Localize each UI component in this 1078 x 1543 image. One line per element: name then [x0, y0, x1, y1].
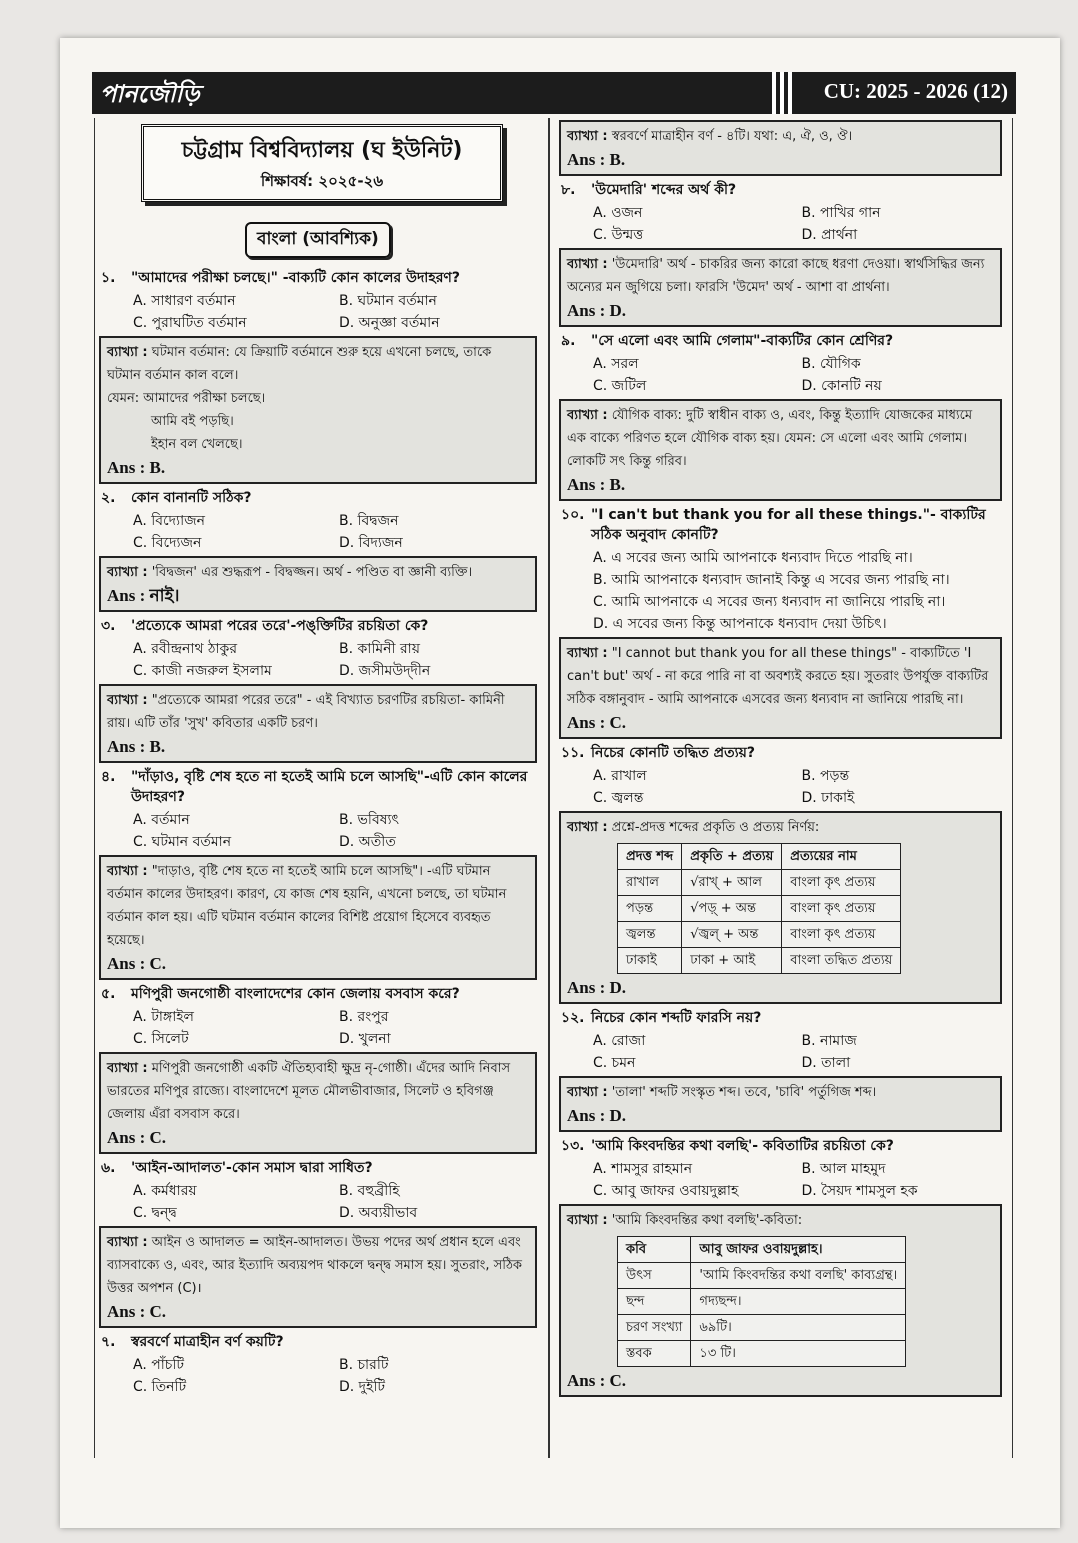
option: C. জটিল — [593, 378, 647, 394]
options — [593, 1030, 1010, 1074]
options — [133, 290, 545, 334]
explanation-label: ব্যাখ্যা : — [567, 820, 608, 835]
explanation-box — [559, 120, 1002, 176]
example: ইহান বল খেলছে। — [151, 437, 243, 452]
options — [593, 765, 1010, 809]
option: B. আল মাহমুদ — [801, 1161, 886, 1177]
question — [561, 1136, 1010, 1156]
option: D. অব্যয়ীভাব — [339, 1205, 418, 1221]
explanation-box — [559, 248, 1002, 327]
right-column — [555, 118, 1010, 1458]
options — [133, 809, 545, 853]
explanation-text: স্বরবর্ণে মাত্রাহীন বর্ণ - ৪টি। যথা: এ, ঐ, ও, ঔ। — [611, 129, 853, 144]
option: C. তিনটি — [133, 1379, 187, 1395]
question-text: "দাঁড়াও, বৃষ্টি শেষ হতে না হতেই আমি চলে আসছি"-এটি কোন কালের উদাহরণ? — [131, 769, 528, 805]
answer: Ans : C. — [567, 713, 627, 732]
option: D. অতীত — [339, 834, 396, 850]
explanation-label: ব্যাখ্যা : — [567, 408, 608, 423]
table-cell: আবু জাফর ওবায়দুল্লাহ। — [691, 1237, 906, 1263]
answer: Ans : C. — [107, 954, 167, 973]
option: C. উন্মত্ত — [593, 227, 644, 243]
answer: Ans : B. — [567, 475, 626, 494]
table-cell: প্রত্যয়ের নাম — [782, 844, 901, 870]
explanation-label: ব্যাখ্যা : — [107, 693, 148, 708]
question — [561, 1008, 1010, 1028]
example: আমি বই পড়ছি। — [151, 414, 234, 429]
options — [593, 547, 1010, 635]
question-text: "I can't but thank you for all these things."- বাক্যটির সঠিক অনুবাদ কোনটি? — [591, 507, 986, 543]
option: A. এ সবের জন্য আমি আপনাকে ধন্যবাদ দিতে পারছি না। — [593, 550, 913, 566]
explanation-text: 'উমেদারি' অর্থ - চাকরির জন্য কারো কাছে ধরণা দেওয়া। স্বার্থসিদ্ধির জন্য অন্যের মন জুগিয়ে চলা। ফারসি 'উমেদ' অর্থ - আশা বা প্রার্থনা। — [567, 257, 985, 295]
explanation-label: ব্যাখ্যা : — [567, 257, 608, 272]
table-cell: প্রদত্ত শব্দ — [618, 844, 682, 870]
answer: Ans : B. — [107, 737, 166, 756]
options — [593, 353, 1010, 397]
explanation-label: ব্যাখ্যা : — [107, 345, 148, 360]
explanation-label: ব্যাখ্যা : — [107, 1061, 148, 1076]
question-text: মণিপুরী জনগোষ্ঠী বাংলাদেশের কোন জেলায় বসবাস করে? — [131, 986, 460, 1002]
option: C. ঘটমান বর্তমান — [133, 834, 232, 850]
question-number: ৬. — [101, 1160, 116, 1176]
option: C. চমন — [593, 1055, 636, 1071]
explanation-box — [99, 556, 537, 612]
explanation-box — [99, 855, 537, 980]
explanation-label: ব্যাখ্যা : — [107, 864, 148, 879]
question-number: ১৩. — [561, 1138, 585, 1154]
option: C. জ্বলন্ত — [593, 790, 644, 806]
question-text: নিচের কোনটি তদ্ধিত প্রত্যয়? — [591, 745, 756, 761]
table-row — [618, 922, 901, 948]
option: D. খুলনা — [339, 1031, 391, 1047]
question-text: 'উমেদারি' শব্দের অর্থ কী? — [591, 182, 737, 198]
option: A. সাধারণ বর্তমান — [133, 293, 236, 309]
explanation-text: 'বিদ্বজন' এর শুদ্ধরূপ - বিদ্বজ্জন। অর্থ - পণ্ডিত বা জ্ঞানী ব্যক্তি। — [151, 565, 473, 580]
question — [561, 180, 1010, 200]
answer: Ans : B. — [567, 150, 626, 169]
table-cell: কবি — [618, 1237, 691, 1263]
explanation-box — [559, 637, 1002, 739]
table-cell: জ্বলন্ত — [618, 922, 682, 948]
answer: Ans : D. — [567, 978, 627, 997]
table-cell: প্রকৃতি + প্রত্যয় — [682, 844, 782, 870]
answer: Ans : C. — [107, 1302, 167, 1321]
table-cell: উৎস — [618, 1263, 691, 1289]
subject-heading: বাংলা (আবশ্যিক) — [245, 222, 391, 258]
table-cell: চরণ সংখ্যা — [618, 1315, 691, 1341]
option: A. রোজা — [593, 1033, 646, 1049]
table-row — [618, 870, 901, 896]
table-row — [618, 1315, 906, 1341]
option: B. পড়ন্ত — [801, 768, 850, 784]
question-text: 'প্রত্যেকে আমরা পরের তরে'-পঙ্‌ক্তিটির রচয়িতা কে? — [131, 618, 429, 634]
pratyay-table — [617, 843, 901, 974]
page-header — [92, 72, 1016, 114]
explanation-label: ব্যাখ্যা : — [567, 1213, 608, 1228]
question-number: ১২. — [561, 1010, 585, 1026]
option: A. ওজন — [593, 205, 643, 221]
option: B. ভবিষ্যৎ — [339, 812, 399, 828]
option: B. কামিনী রায় — [339, 641, 420, 657]
option: B. নামাজ — [801, 1033, 857, 1049]
option: C. বিদ্যেজন — [133, 535, 202, 551]
answer: Ans : B. — [107, 458, 166, 477]
option: D. ঢাকাই — [801, 790, 855, 806]
explanation-text: "দাড়াও, বৃষ্টি শেষ হতে না হতেই আমি চলে আসছি"। -এটি ঘটমান বর্তমান কালের উদাহরণ। কারণ, যে কাজ শেষ হয়নি, এখনো চলছে, তা ঘটমান বর্তমান কাল হয়। এটি ঘটমান বর্তমান কালের বিশিষ্ট প্রয়োগ হিসেবে ব্যবহৃত হয়েছে। — [107, 864, 507, 948]
options — [133, 1180, 545, 1224]
option: B. বিদ্বজন — [339, 513, 399, 529]
question-text: 'আমি কিংবদন্তির কথা বলছি'- কবিতাটির রচয়িতা কে? — [591, 1138, 894, 1154]
answer: Ans : D. — [567, 301, 627, 320]
option: A. বর্তমান — [133, 812, 190, 828]
option: D. সৈয়দ শামসুল হক — [801, 1183, 918, 1199]
explanation-box — [559, 1204, 1002, 1397]
option: D. কোনটি নয় — [801, 378, 882, 394]
explanation-label: ব্যাখ্যা : — [107, 1235, 148, 1250]
explanation-box — [559, 399, 1002, 501]
option: C. আবু জাফর ওবায়দুল্লাহ — [593, 1183, 739, 1199]
options — [133, 638, 545, 682]
table-cell: ৬৯টি। — [691, 1315, 906, 1341]
explanation-text: ঘটমান বর্তমান: যে ক্রিয়াটি বর্তমানে শুরু হয়ে এখনো চলছে, তাকে ঘটমান বর্তমান কাল বলে। — [107, 345, 492, 383]
options — [593, 1158, 1010, 1202]
table-cell: পড়ন্ত — [618, 896, 682, 922]
options — [133, 1354, 545, 1398]
question-number: ৪. — [101, 769, 116, 785]
poem-info-table — [617, 1236, 906, 1367]
table-cell: বাংলা কৃৎ প্রত্যয় — [782, 870, 901, 896]
option: A. রবীন্দ্রনাথ ঠাকুর — [133, 641, 238, 657]
explanation-label: ব্যাখ্যা : — [107, 565, 148, 580]
table-cell: বাংলা কৃৎ প্রত্যয় — [782, 896, 901, 922]
answer: Ans : D. — [567, 1106, 627, 1125]
option: D. অনুজ্ঞা বর্তমান — [339, 315, 440, 331]
option: B. চারটি — [339, 1357, 389, 1373]
table-row — [618, 1341, 906, 1367]
question-text: কোন বানানটি সঠিক? — [131, 490, 252, 506]
option: B. আমি আপনাকে ধন্যবাদ জানাই কিন্তু এ সবের জন্য পারছি না। — [593, 572, 950, 588]
question-number: ৯. — [561, 333, 576, 349]
option: C. দ্বন্দ্ব — [133, 1205, 177, 1221]
table-cell: স্তবক — [618, 1341, 691, 1367]
left-column — [95, 118, 545, 1458]
question — [561, 743, 1010, 763]
table-cell: ঢাকা + আই — [682, 948, 782, 974]
option: B. পাখির গান — [801, 205, 881, 221]
explanation-text: প্রশ্নে-প্রদত্ত শব্দের প্রকৃতি ও প্রত্যয় নির্ণয়: — [611, 820, 820, 835]
table-row — [618, 1237, 906, 1263]
answer: Ans : C. — [107, 1128, 167, 1147]
explanation-label: ব্যাখ্যা : — [567, 646, 608, 661]
question-number: ৮. — [561, 182, 576, 198]
explanation-text: "I cannot but thank you for all these things" - বাক্যটিতে 'I can't but' অর্থ - না করে পারি না বা অবশ্যই করতে হয়। সুতরাং উপর্যুক্ত বাক্যটির সঠিক বঙ্গানুবাদ - আমি আপনাকে এসবের জন্য ধন্যবাদ না জানিয়ে পারছি না। — [567, 646, 989, 707]
options — [133, 510, 545, 554]
option: A. রাখাল — [593, 768, 647, 784]
question — [101, 1158, 545, 1178]
question — [561, 331, 1010, 351]
question-number: ১. — [101, 270, 116, 286]
table-row — [618, 1289, 906, 1315]
question-number: ১০. — [561, 507, 585, 523]
option: C. কাজী নজরুল ইসলাম — [133, 663, 272, 679]
explanation-text: 'আমি কিংবদন্তির কথা বলছি'-কবিতা: — [611, 1213, 803, 1228]
option: D. দুইটি — [339, 1379, 385, 1395]
explanation-label: ব্যাখ্যা : — [567, 1085, 608, 1100]
exam-code: CU: 2025 - 2026 (12) — [823, 79, 1008, 103]
option: B. রংপুর — [339, 1009, 389, 1025]
explanation-box — [559, 811, 1002, 1004]
options — [133, 1006, 545, 1050]
brand-logo: পানজৌড়ি — [100, 79, 200, 108]
question — [101, 616, 545, 636]
explanation-box — [99, 684, 537, 763]
table-cell: রাখাল — [618, 870, 682, 896]
explanation-text: মণিপুরী জনগোষ্ঠী একটি ঐতিহ্যবাহী ক্ষুদ্র নৃ-গোষ্ঠী। এঁদের আদি নিবাস ভারতের মণিপুর রাজ্যে। বাংলাদেশে মূলত মৌলভীবাজার, সিলেট ও হবিগঞ্জ জেলায় এঁরা বসবাস করে। — [107, 1061, 511, 1122]
table-cell: ১৩ টি। — [691, 1341, 906, 1367]
table-cell: √পড়্ + অন্ত — [682, 896, 782, 922]
option: B. যৌগিক — [801, 356, 861, 372]
question-text: 'আইন-আদালত'-কোন সমাস দ্বারা সাধিত? — [131, 1160, 373, 1176]
title-box — [141, 124, 503, 202]
option: D. প্রার্থনা — [801, 227, 858, 243]
options — [593, 202, 1010, 246]
option: A. শামসুর রাহমান — [593, 1161, 693, 1177]
question — [101, 767, 545, 807]
table-cell: বাংলা তদ্ধিত প্রত্যয় — [782, 948, 901, 974]
option: C. সিলেট — [133, 1031, 189, 1047]
explanation-box — [99, 1052, 537, 1154]
example-intro: যেমন: আমাদের পরীক্ষা চলছে। — [107, 391, 266, 406]
question-number: ১১. — [561, 745, 585, 761]
table-cell: √রাখ্ + আল — [682, 870, 782, 896]
option: A. সরল — [593, 356, 639, 372]
option: A. কর্মধারয় — [133, 1183, 197, 1199]
option: D. তালা — [801, 1055, 851, 1071]
table-cell: গদ্যছন্দ। — [691, 1289, 906, 1315]
question-text: "সে এলো এবং আমি গেলাম"-বাক্যটির কোন শ্রেণির? — [591, 333, 894, 349]
table-row — [618, 948, 901, 974]
table-cell: বাংলা কৃৎ প্রত্যয় — [782, 922, 901, 948]
table-cell: ছন্দ — [618, 1289, 691, 1315]
explanation-text: "প্রত্যেকে আমরা পরের তরে" - এই বিখ্যাত চরণটির রচয়িতা- কামিনী রায়। এটি তাঁর 'সুখ' কবিতার একটি চরণ। — [107, 693, 505, 731]
session-label: শিক্ষাবর্ষ: ২০২৫-২৬ — [260, 172, 384, 190]
option: A. বিদ্যোজন — [133, 513, 206, 529]
question-number: ৭. — [101, 1334, 116, 1350]
explanation-text: 'তালা' শব্দটি সংস্কৃত শব্দ। তবে, 'চাবি' পর্তুগিজ শব্দ। — [611, 1085, 877, 1100]
column-divider — [548, 118, 550, 1458]
option: B. বহুব্রীহি — [339, 1183, 400, 1199]
question-number: ৫. — [101, 986, 116, 1002]
question-number: ২. — [101, 490, 116, 506]
question-text: "আমাদের পরীক্ষা চলছে।" -বাক্যটি কোন কালের উদাহরণ? — [131, 270, 461, 286]
question-text: নিচের কোন শব্দটি ফারসি নয়? — [591, 1010, 762, 1026]
option: D. এ সবের জন্য কিন্তু আপনাকে ধন্যবাদ দেয়া উচিৎ। — [593, 616, 887, 632]
explanation-label: ব্যাখ্যা : — [567, 129, 608, 144]
table-row — [618, 896, 901, 922]
header-bars — [772, 72, 796, 114]
page-title: চট্টগ্রাম বিশ্ববিদ্যালয় (ঘ ইউনিট) — [181, 138, 463, 163]
option: B. ঘটমান বর্তমান — [339, 293, 437, 309]
table-row — [618, 844, 901, 870]
table-row — [618, 1263, 906, 1289]
table-cell: 'আমি কিংবদন্তির কথা বলছি' কাব্যগ্রন্থ। — [691, 1263, 906, 1289]
option: A. টাঙ্গাইল — [133, 1009, 194, 1025]
option: D. জসীমউদ্‌দীন — [339, 663, 431, 679]
explanation-box — [559, 1076, 1002, 1132]
option: C. আমি আপনাকে এ সবের জন্য ধন্যবাদ না জানিয়ে পারছি না। — [593, 594, 946, 610]
question-number: ৩. — [101, 618, 116, 634]
explanation-box — [99, 336, 537, 484]
explanation-box — [99, 1226, 537, 1328]
answer: Ans : নাই। — [107, 586, 180, 605]
question — [101, 488, 545, 508]
explanation-text: যৌগিক বাক্য: দুটি স্বাধীন বাক্য ও, এবং, কিন্তু ইত্যাদি যোজকের মাধ্যমে এক বাক্যে পরিণত হলে যৌগিক বাক্য হয়। যেমন: সে এলো এবং আমি গেলাম। লোকটি সৎ কিন্তু গরিব। — [567, 408, 973, 469]
table-cell: √জ্বল্ + অন্ত — [682, 922, 782, 948]
question — [101, 984, 545, 1004]
question — [101, 268, 545, 288]
question — [101, 1332, 545, 1352]
answer: Ans : C. — [567, 1371, 627, 1390]
option: A. পাঁচটি — [133, 1357, 184, 1373]
explanation-text: আইন ও আদালত = আইন-আদালত। উভয় পদের অর্থ প্রধান হলে এবং ব্যাসবাক্যে ও, এবং, আর ইত্যাদি অব্যয়পদ থাকলে দ্বন্দ্ব সমাস হয়। সুতরাং, সঠিক উত্তর অপশন (C)। — [107, 1235, 523, 1296]
question-text: স্বরবর্ণে মাত্রাহীন বর্ণ কয়টি? — [131, 1334, 284, 1350]
table-cell: ঢাকাই — [618, 948, 682, 974]
border-right — [1012, 118, 1013, 1458]
option: C. পুরাঘটিত বর্তমান — [133, 315, 247, 331]
option: D. বিদ্যজন — [339, 535, 403, 551]
question — [561, 505, 1010, 545]
